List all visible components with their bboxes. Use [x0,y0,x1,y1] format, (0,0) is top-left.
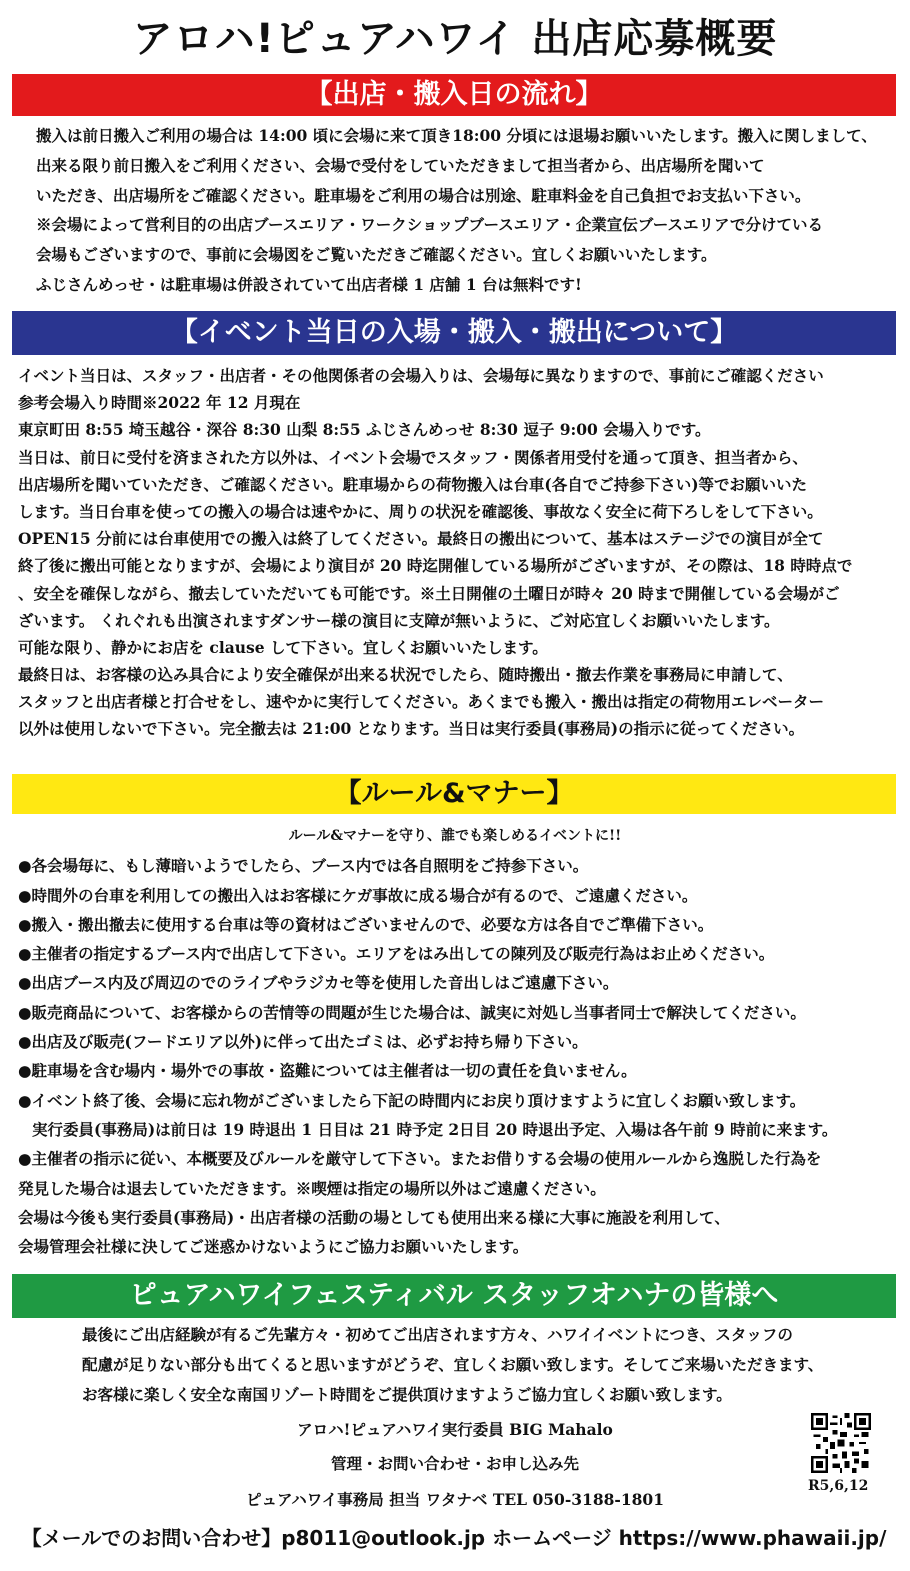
paragraph-line: 東京町田 8:55 埼玉越谷・深谷 8:30 山梨 8:55 ふじさんめっせ 8:30 逗子 9:00 会場入りです。 [18,420,711,440]
rule-item: ●出店及び販売(フードエリア以外)に伴って出たゴミは、必ずお持ち帰り下さい。 [18,1032,588,1052]
section-body-event-day [18,362,852,743]
rule-item: ●各会場毎に、もし薄暗いようでしたら、ブース内では各自照明をご持参下さい。 [18,856,589,876]
footer-committee: アロハ!ピュアハワイ実行委員 BIG Mahalo [297,1420,613,1439]
section-body-staff [82,1320,823,1410]
paragraph-line: 最終日は、お客様の込み具合により安全確保が出来る状況でしたら、随時搬出・撤去作業を事務局に申請して、 [18,665,793,685]
footer-office: ピュアハワイ事務局 担当 ワタナベ TEL 050-3188-1801 [246,1490,664,1509]
rule-item: ●主催者の指示に従い、本概要及びルールを厳守して下さい。またお借りする会場の使用ルールから逸脱した行為を [18,1149,822,1169]
paragraph-line: 参考会場入り時間※2022 年 12 月現在 [18,393,301,413]
issue-date: R5,6,12 [808,1478,869,1494]
rules-intro: ルール&マナーを守り、誰でも楽しめるイベントに!! [288,828,622,844]
section-heading-staff: ピュアハワイフェスティバル スタッフオハナの皆様へ [12,1274,896,1318]
document-title: アロハ!ピュアハワイ 出店応募概要 [132,16,778,62]
paragraph-line: 搬入は前日搬入ご利用の場合は 14:00 頃に会場に来て頂き18:00 分頃には退場お願いいたします。搬入に関しまして、 [36,126,877,145]
rule-item: ●時間外の台車を利用しての搬出入はお客様にケガ事故に成る場合が有るので、ご遠慮ください。 [18,885,698,905]
paragraph-line: 最後にご出店経験が有るご先輩方々・初めてご出店されます方々、ハワイイベントにつき、スタッフの [82,1325,793,1344]
paragraph-line: ふじさんめっせ・は駐車場は併設されていて出店者様 1 店舗 1 台は無料です! [36,274,582,294]
rule-item: ●主催者の指定するブース内で出店して下さい。エリアをはみ出しての陳列及び販売行為はお止めください。 [18,944,775,964]
paragraph-line: 会場もございますので、事前に会場図をご覧いただきご確認ください。宜しくお願いいたします。 [36,245,717,265]
footer-links[interactable]: 【メールでのお問い合わせ】p8011@outlook.jp ホームページ https://www.phawaii.jp/ [21,1526,887,1550]
rule-item: ●イベント終了後、会場に忘れ物がございましたら下記の時間内にお戻り頂けますように宜しくお願い致します。 [18,1090,806,1110]
paragraph-line: 当日は、前日に受付を済まされた方以外は、イベント会場でスタッフ・関係者用受付を通って頂き、担当者から、 [18,447,808,467]
paragraph-line: ※会場によって営利目的の出店ブースエリア・ワークショップブースエリア・企業宣伝ブースエリアで分けている [36,215,823,235]
rule-item: 会場は今後も実行委員(事務局)・出店者様の活動の場としても使用出来る様に大事に施設を利用して、 [18,1207,730,1227]
section-heading-rules: 【ルール&マナー】 [12,774,896,814]
paragraph-line: お客様に楽しく安全な南国リゾート時間をご提供頂けますようご協力宜しくお願い致します。 [82,1385,732,1404]
paragraph-line: します。当日台車を使っての搬入の場合は速やかに、周りの状況を確認後、事故なく安全に荷下ろしをして下さい。 [18,501,823,521]
paragraph-line: 配慮が足りない部分も出てくると思いますがどうぞ、宜しくお願い致します。そしてご来場いただきます、 [82,1355,824,1374]
rule-item: ●駐車場を含む場内・場外での事故・盗難については主催者は一切の責任を負いません。 [18,1061,637,1081]
paragraph-line: 以外は使用しないで下さい。完全撤去は 21:00 となります。当日は実行委員(事務局)の指示に従ってください。 [18,719,805,739]
paragraph-line: イベント当日は、スタッフ・出店者・その他関係者の会場入りは、会場毎に異なりますので、事前にご確認ください [18,366,824,385]
paragraph-line: 出店場所を聞いていただき、ご確認ください。駐車場からの荷物搬入は台車(各自でご持参下さい)等でお願いいた [18,474,808,494]
paragraph-line: 終了後に搬出可能となりますが、会場により演目が 20 時迄開催している場所がございますが、その際は、18 時時点で [18,556,853,576]
rule-item: 会場管理会社様に決してご迷惑かけないようにご協力お願いいたします。 [18,1237,529,1257]
paragraph-line: OPEN15 分前には台車使用での搬入は終了してください。最終日の搬出について、基本はステージでの演目が全て [18,529,824,549]
footer-contact-label: 管理・お問い合わせ・お申し込み先 [330,1454,579,1473]
rule-item: 発見した場合は退去していただきます。※喫煙は指定の場所以外はご遠慮ください。 [18,1178,606,1198]
rule-item-detail: 実行委員(事務局)は前日は 19 時退出 1 日目は 21 時予定 2日目 20 時退出予定、入場は各午前 9 時前に来ます。 [32,1119,838,1139]
paragraph-line: 可能な限り、静かにお店を clause して下さい。宜しくお願いいたします。 [18,637,548,657]
paragraph-line: スタッフと出店者様と打合せをし、速やかに実行してください。あくまでも搬入・搬出は指定の荷物用エレベーター [18,692,825,712]
paragraph-line: 、安全を確保しながら、撤去していただいても可能です。※土日開催の土曜日が時々 20 時まで開催している会場がご [18,583,840,603]
qr-code-icon [811,1413,871,1473]
section-heading-schedule: 【出店・搬入日の流れ】 [12,74,896,116]
paragraph-line: いただき、出店場所をご確認ください。駐車場をご利用の場合は別途、駐車料金を自己負担でお支払い下さい。 [36,185,811,205]
section-body-schedule [36,121,877,300]
rule-item: ●出店ブース内及び周辺のでのライブやラジカセ等を使用した音出しはご遠慮下さい。 [18,973,619,993]
section-heading-event-day: 【イベント当日の入場・搬入・搬出について】 [12,311,896,355]
paragraph-line: ざいます。 くれぐれも出演されますダンサー様の演目に支障が無いように、ご対応宜しくお願いいたします。 [18,610,780,630]
section-body-rules [18,822,892,1261]
rule-item: ●販売商品について、お客様からの苦情等の問題が生じた場合は、誠実に対処し当事者同士で解決してください。 [18,1002,806,1022]
rule-item: ●搬入・搬出撤去に使用する台車は等の資材はございませんので、必要な方は各自でご準備下さい。 [18,914,714,934]
paragraph-line: 出来る限り前日搬入をご利用ください、会場で受付をしていただきまして担当者から、出店場所を聞いて [36,155,765,175]
